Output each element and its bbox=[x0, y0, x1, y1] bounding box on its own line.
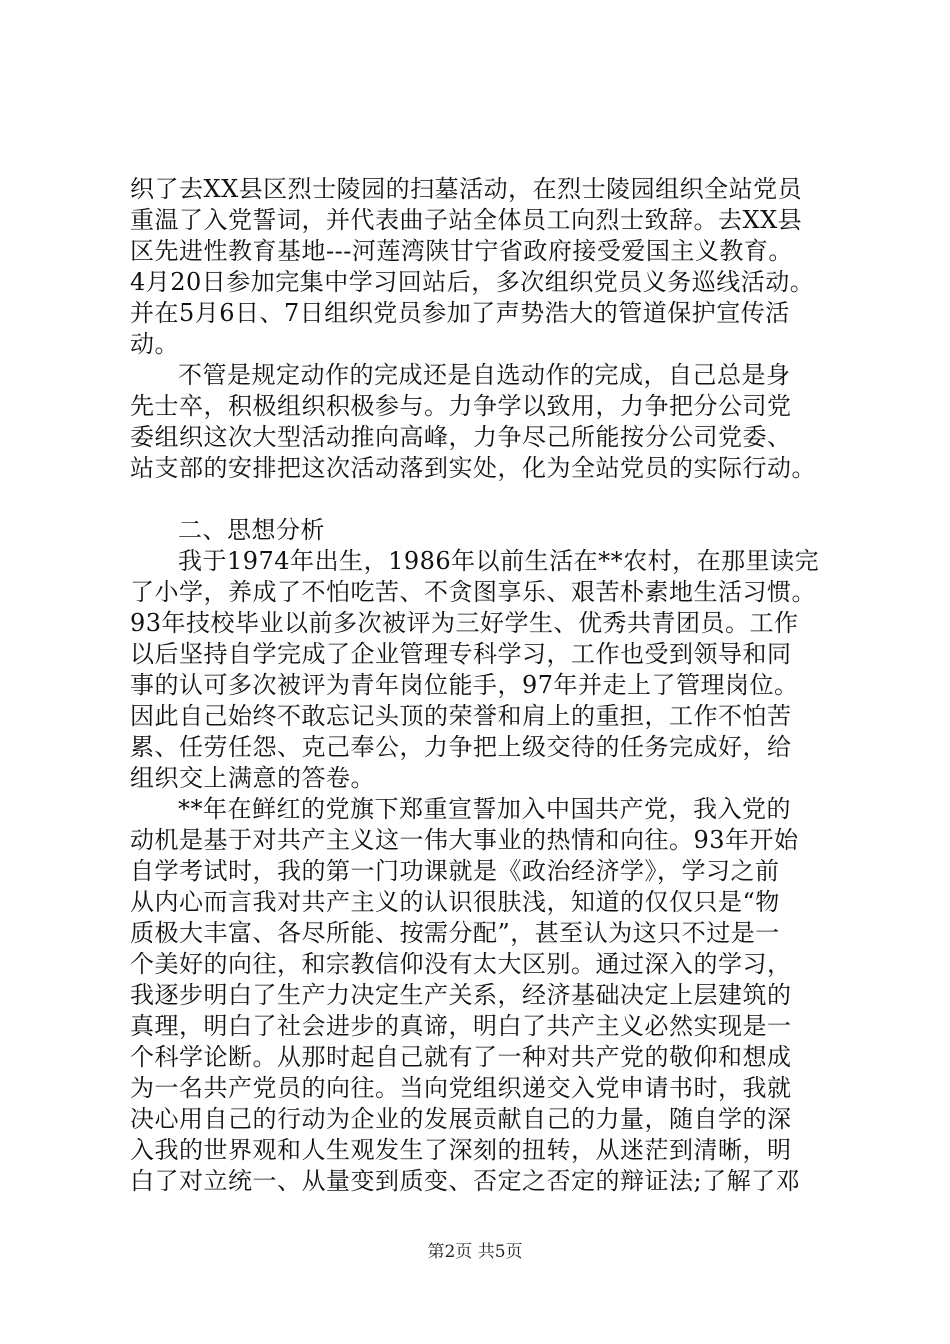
text-line: 了小学，养成了不怕吃苦、不贪图享乐、艰苦朴素地生活习惯。 bbox=[130, 578, 816, 606]
text-line: 个科学论断。从那时起自己就有了一种对共产党的敬仰和想成 bbox=[130, 1043, 792, 1071]
document-body bbox=[130, 174, 830, 1197]
text-line: 以后坚持自学完成了企业管理专科学习，工作也受到领导和同 bbox=[130, 640, 792, 668]
paragraph-start-line: **年在鲜红的党旗下郑重宣誓加入中国共产党，我入党的 bbox=[178, 795, 791, 823]
text-line: 4月20日参加完集中学习回站后，多次组织党员义务巡线活动。 bbox=[130, 268, 815, 296]
text-line: 白了对立统一、从量变到质变、否定之否定的辩证法;了解了邓 bbox=[130, 1167, 801, 1195]
text-line: 从内心而言我对共产主义的认识很肤浅，知道的仅仅只是“物 bbox=[130, 888, 780, 916]
text-line: 因此自己始终不敢忘记头顶的荣誉和肩上的重担，工作不怕苦 bbox=[130, 702, 792, 730]
page-footer bbox=[0, 1241, 950, 1263]
text-line: 个美好的向往，和宗教信仰没有太大区别。通过深入的学习， bbox=[130, 950, 792, 978]
text-line: 为一名共产党员的向往。当向党组织递交入党申请书时，我就 bbox=[130, 1074, 792, 1102]
text-line: 决心用自己的行动为企业的发展贡献自己的力量，随自学的深 bbox=[130, 1105, 792, 1133]
text-line: 自学考试时，我的第一门功课就是《政治经济学》，学习之前 bbox=[130, 857, 780, 885]
text-line: 93年技校毕业以前多次被评为三好学生、优秀共青团员。工作 bbox=[130, 609, 799, 637]
text-line: 先士卒，积极组织积极参与。力争学以致用，力争把分公司党 bbox=[130, 392, 792, 420]
text-line: 织了去XX县区烈士陵园的扫墓活动，在烈士陵园组织全站党员 bbox=[130, 175, 803, 203]
text-line: 动机是基于对共产主义这一伟大事业的热情和向往。93年开始 bbox=[130, 826, 799, 854]
text-line: 质极大丰富、各尽所能、按需分配”，甚至认为这只不过是一 bbox=[130, 919, 780, 947]
text-line: 委组织这次大型活动推向高峰，力争尽己所能按分公司党委、 bbox=[130, 423, 792, 451]
section-heading: 二、思想分析 bbox=[178, 516, 325, 544]
text-line: 重温了入党誓词，并代表曲子站全体员工向烈士致辞。去XX县 bbox=[130, 206, 803, 234]
text-line: 我逐步明白了生产力决定生产关系，经济基础决定上层建筑的 bbox=[130, 981, 792, 1009]
paragraph-gap bbox=[130, 484, 830, 515]
text-line: 入我的世界观和人生观发生了深刻的扭转，从迷茫到清晰，明 bbox=[130, 1136, 792, 1164]
paragraph-start-line: 我于1974年出生，1986年以前生活在**农村，在那里读完 bbox=[178, 547, 820, 575]
text-line: 事的认可多次被评为青年岗位能手，97年并走上了管理岗位。 bbox=[130, 671, 799, 699]
text-line: 动。 bbox=[130, 330, 179, 358]
paragraph-start-line: 不管是规定动作的完成还是自选动作的完成，自己总是身 bbox=[178, 361, 791, 389]
text-line: 区先进性教育基地---河莲湾陕甘宁省政府接受爱国主义教育。 bbox=[130, 237, 793, 265]
text-line: 并在5月6日、7日组织党员参加了声势浩大的管道保护宣传活 bbox=[130, 299, 790, 327]
text-line: 站支部的安排把这次活动落到实处，化为全站党员的实际行动。 bbox=[130, 454, 816, 482]
text-line: 累、任劳任怨、克己奉公，力争把上级交待的任务完成好，给 bbox=[130, 733, 792, 761]
text-line: 真理，明白了社会进步的真谛，明白了共产主义必然实现是一 bbox=[130, 1012, 792, 1040]
text-line: 组织交上满意的答卷。 bbox=[130, 764, 375, 792]
page-number-label: 第2页 共5页 bbox=[427, 1242, 523, 1262]
